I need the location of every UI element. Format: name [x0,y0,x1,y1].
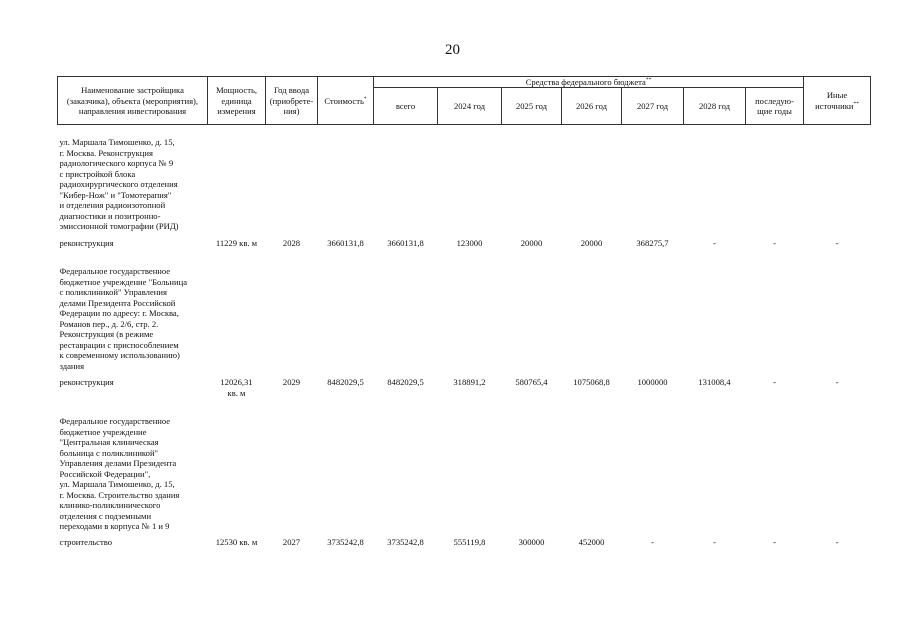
y2027-cell: 1000000 [637,377,668,388]
header-later-years: последую-щие годы [746,88,804,125]
later-years-cell: - [773,537,776,548]
y2024-cell: 123000 [456,237,483,248]
table-header [58,77,871,125]
header-capacity: Мощность, единица измерения [208,77,266,125]
header-2026: 2026 год [562,88,622,125]
investment-direction: реконструкция [59,377,114,388]
later-years-cell: - [773,237,776,248]
capacity-cell: 12530 кв. м [215,537,258,548]
header-year: Год ввода (приобрете-ния) [266,77,318,125]
table-body [58,125,871,554]
capacity-cell: 11229 кв. м [215,237,258,248]
header-name: Наименование застройщика (заказчика), объекта (мероприятия), направления инвестирования [58,77,208,125]
y2025-cell: 20000 [520,237,543,248]
object-description: Федеральное государственное бюджетное учреждение "Больница с поликлиникой" Управления делами Президента Российской Федерации по адресу: г. Москва, Романов пер., д. 2/6, стр. 2. Реконструкция (в режиме реставрации с приспособлением к современному использованию) здания [59,266,188,371]
year-cell: 2028 [282,237,301,248]
object-description: ул. Маршала Тимошенко, д. 15, г. Москва. Реконструкция радиологического корпуса № 9 с пристройкой блока радиохирургического отделения "Кибер-Нож" и "Томотерапия" и отделения радиоизотопной диагностики и позитронно- эмиссионной томографии (РИД) [59,137,179,232]
table-row [58,236,871,254]
y2027-cell: - [651,537,654,548]
y2026-cell: 452000 [578,537,605,548]
header-other-sources: Иные источники** [804,77,871,125]
header-cost: Стоимость* [318,77,374,125]
investment-direction: строительство [59,537,113,548]
y2025-cell: 580765,4 [515,377,548,388]
y2026-cell: 20000 [580,237,603,248]
header-2027: 2027 год [622,88,684,125]
table-row [58,125,871,236]
other-sources-cell: - [835,377,839,388]
table-row [58,535,871,553]
investment-direction: реконструкция [59,237,114,248]
capacity-cell: 12026,31 кв. м [220,377,253,398]
header-2028: 2028 год [684,88,746,125]
header-2025: 2025 год [502,88,562,125]
y2024-cell: 318891,2 [453,377,486,388]
table-row [58,404,871,535]
table-row [58,375,871,404]
header-2024: 2024 год [438,88,502,125]
header-total: всего [374,88,438,125]
total-cell: 3660131,8 [387,237,424,248]
total-cell: 8482029,5 [387,377,424,388]
year-cell: 2029 [282,377,301,388]
other-sources-cell: - [835,237,839,248]
table-row [58,254,871,375]
y2028-cell: - [713,537,716,548]
object-description: Федеральное государственное бюджетное учреждение "Центральная клиническая больница с поликлиникой" Управления делами Президента Российской Федерации", ул. Маршала Тимошенко, д. 15, г. Москва. Строительство здания клинико-поликлинического отделения с подземными переходами в корпуса № 1 и 9 [59,416,180,531]
page-number: 20 [445,42,460,58]
later-years-cell: - [773,377,776,388]
cost-cell: 3735242,8 [327,537,364,548]
other-sources-cell: - [835,537,839,548]
y2024-cell: 555119,8 [453,537,486,548]
cost-cell: 3660131,8 [327,237,364,248]
y2027-cell: 368275,7 [636,237,669,248]
total-cell: 3735242,8 [387,537,424,548]
y2028-cell: - [713,237,716,248]
header-federal-group: Средства федерального бюджета** [374,77,804,88]
federal-budget-table [57,76,871,554]
y2028-cell: 131008,4 [698,377,731,388]
cost-cell: 8482029,5 [327,377,364,388]
y2026-cell: 1075068,8 [573,377,610,388]
y2025-cell: 300000 [518,537,545,548]
year-cell: 2027 [282,537,301,548]
